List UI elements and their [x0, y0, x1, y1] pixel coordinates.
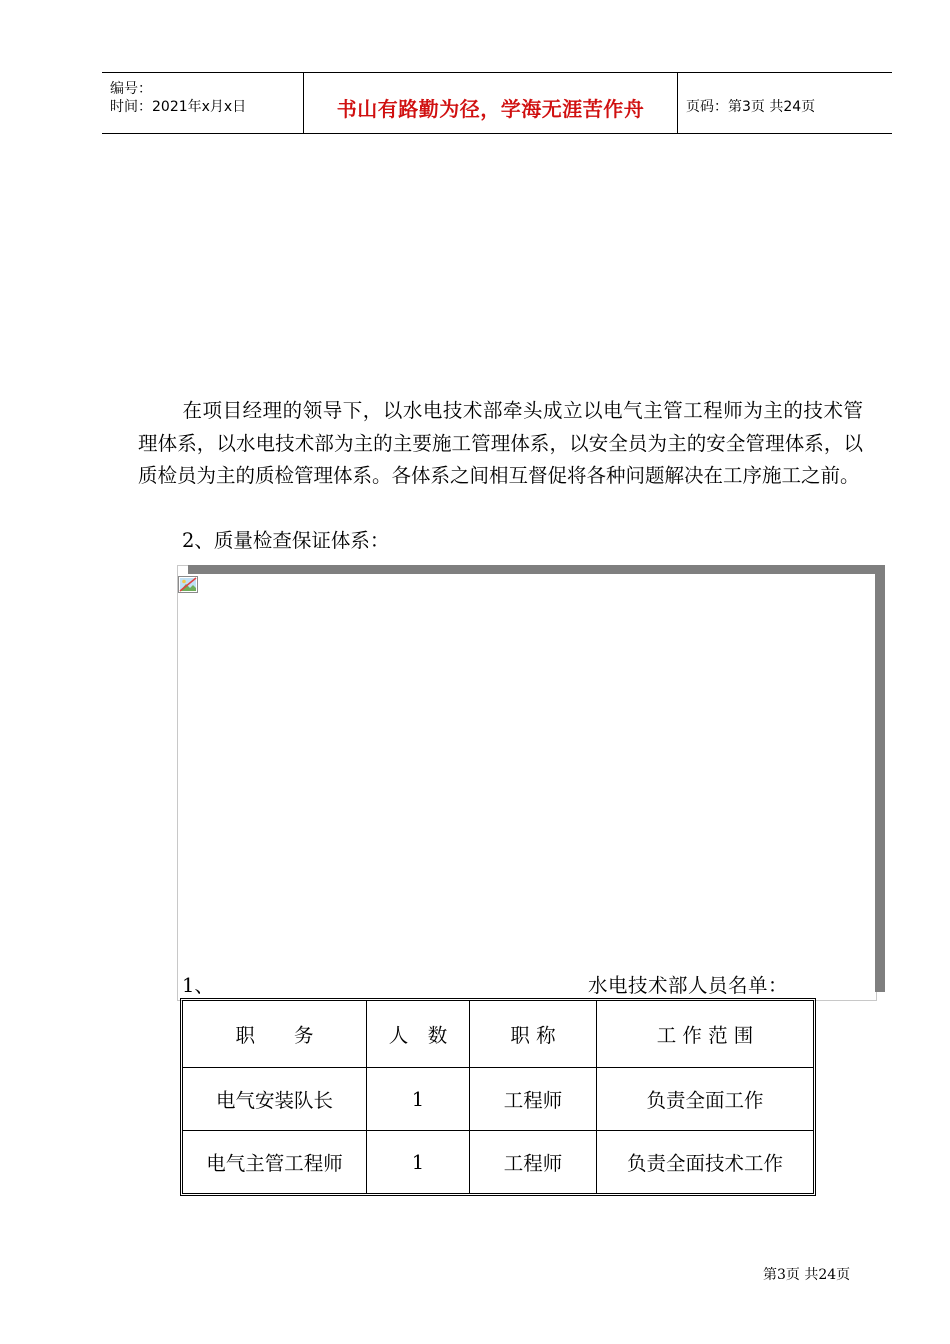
image-frame	[177, 565, 877, 1001]
table-row	[183, 1068, 813, 1131]
table-header-cell: 职 称	[470, 1001, 597, 1067]
page-label: 页码：第3页 共24页	[686, 99, 816, 115]
page-header	[102, 72, 892, 134]
list-number: 1、	[182, 974, 214, 997]
list-title: 水电技术部人员名单：	[588, 974, 789, 997]
table-cell: 负责全面技术工作	[626, 1152, 783, 1175]
number-label: 编号：	[110, 81, 152, 97]
table-header-cell: 职 务	[183, 1001, 367, 1067]
table-header-row	[183, 1001, 813, 1068]
table-cell: 电气主管工程师	[183, 1131, 367, 1193]
table-cell: 电气安装队长	[183, 1068, 367, 1130]
section-heading: 2、质量检查保证体系：	[182, 529, 390, 552]
frame-shadow-top	[188, 565, 885, 574]
table-cell: 工程师	[470, 1131, 597, 1193]
table-header-cell: 人 数	[367, 1001, 470, 1067]
page-footer: 第3页 共24页	[763, 1267, 851, 1283]
table-cell: 工程师	[470, 1068, 597, 1130]
header-page-cell	[678, 73, 892, 133]
table-cell: 1	[367, 1068, 470, 1130]
table-header-cell: 工 作 范 围	[656, 1024, 754, 1047]
table-cell: 1	[367, 1131, 470, 1193]
frame-shadow-right	[875, 565, 885, 992]
paragraph-text: 在项目经理的领导下，以水电技术部牵头成立以电气主管工程师为主的技术管理体系，以水电技术部为主的主要施工管理体系，以安全员为主的安全管理体系，以质检员为主的质检管理体系。各体系之间相互督促将各种问题解决在工序施工之前。	[138, 399, 863, 487]
motto: 书山有路勤为径，学海无涯苦作舟	[336, 97, 645, 121]
body-paragraph	[138, 395, 863, 493]
date-label: 时间：2021年x月x日	[110, 99, 247, 115]
staff-table	[180, 998, 816, 1196]
table-row	[183, 1131, 813, 1193]
broken-image-icon	[178, 576, 198, 593]
table-cell: 负责全面工作	[646, 1089, 764, 1112]
header-info-cell	[102, 73, 304, 133]
header-motto-cell	[304, 73, 678, 133]
